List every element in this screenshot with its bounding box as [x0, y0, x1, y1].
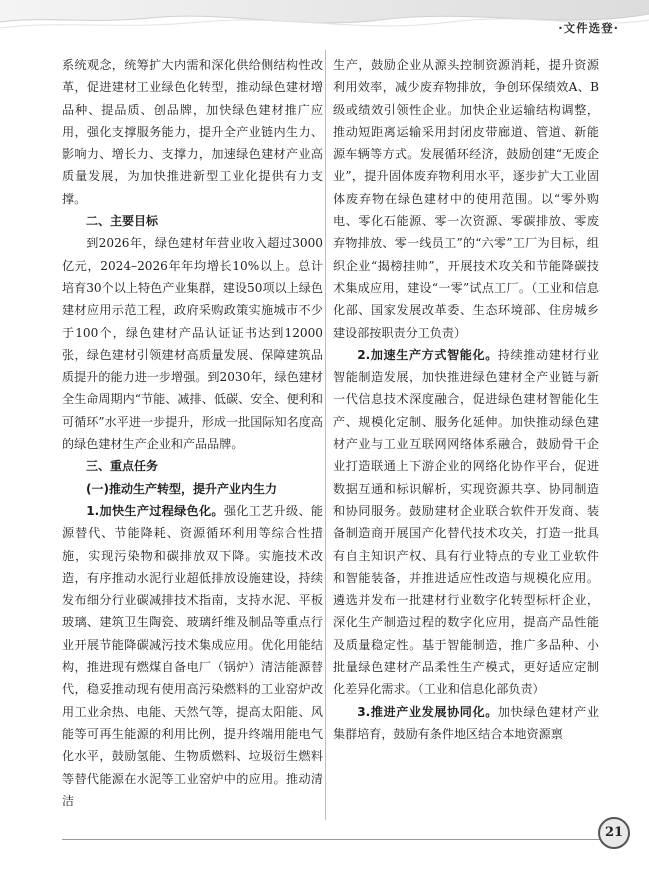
- section-label: ·文件选登·: [558, 21, 619, 35]
- task-item-1-text: 强化工艺升级、能源替代、节能降耗、资源循环利用等综合性措施，实现污染物和碳排放双下降。实施技术改造，有序推动水泥行业超低排放设施建设，持续发布细分行业碳减排技术指南，支持水泥、平板玻璃、建筑卫生陶瓷、玻璃纤维及制品等重点行业开展节能降碳减污技术集成应用。优化用能结构，推进现有燃煤自备电厂（锅炉）清洁能源替代，稳妥推动现有使用高污染燃料的工业窑炉改用工业余热、电能、天然气等，提高太阳能、风能等可再生能源的利用比例，提升终端用能电气化水平，鼓励氢能、生物质燃料、垃圾衍生燃料等替代能源在水泥等工业窑炉中的应用。推动清洁: [62, 503, 323, 808]
- task-item-2-lead: 2.加速生产方式智能化。: [357, 347, 498, 362]
- targets-paragraph: 到2026年，绿色建材年营业收入超过3000亿元，2024–2026年年均增长10%以上。总计培育30个以上特色产业集群，建设50项以上绿色建材应用示范工程，政府采购政策实施城市不少于100个，绿色建材产品认证证书达到12000张，绿色建材引领建材高质量发展、保障建筑品质提升的能力进一步增强。到2030年，绿色建材全生命周期内“节能、减排、低碳、安全、便利和可循环”水平进一步提升，形成一批国际知名度高的绿色建材生产企业和产品品牌。: [62, 236, 323, 452]
- task-item-1: [62, 500, 323, 812]
- left-column: [62, 54, 323, 812]
- page-number: 21: [598, 817, 630, 849]
- heading-main-targets: 二、主要目标: [86, 214, 159, 229]
- task-item-3-lead: 3.推进产业发展协同化。: [357, 704, 498, 719]
- heading-key-tasks: 三、重点任务: [86, 459, 159, 474]
- task-item-2: [333, 344, 599, 701]
- header-wave-graphic: [0, 0, 649, 44]
- continued-paragraph: 生产，鼓励企业从源头控制资源消耗，提升资源利用效率，减少废弃物排放，争创环保绩效A、B级或绩效引领性企业。加快企业运输结构调整，推动短距离运输采用封闭皮带廊道、管道、新能源车辆等方式。发展循环经济，鼓励创建“无废企业”，提升固体废弃物利用水平，逐步扩大工业固体废弃物在绿色建材中的使用范围。以“零外购电、零化石能源、零一次资源、零碳排放、零废弃物排放、零一线员工”的“六零”工厂为目标，组织企业“揭榜挂帅”，开展技术攻关和节能降碳技术集成应用，建设“一零”试点工厂。（工业和信息化部、国家发展改革委、生态环境部、住房城乡建设部按职责分工负责）: [333, 58, 599, 340]
- task-item-3-text: 加快绿色建材产业集群培育，鼓励有条件地区结合本地资源禀: [333, 704, 599, 741]
- intro-paragraph: 系统观念，统筹扩大内需和深化供给侧结构性改革，促进建材工业绿色化转型，推动绿色建材增品种、提品质、创品牌，加快绿色建材推广应用，强化支撑服务能力，提升全产业链内生力、影响力、增长力、支撑力，加速绿色建材产业高质量发展，为加快推进新型工业化提供有力支撑。: [62, 58, 323, 206]
- right-column: [333, 54, 599, 745]
- header-decoration: [0, 0, 649, 44]
- column-divider: [325, 50, 326, 820]
- task-item-3: [333, 701, 599, 746]
- task-item-2-text: 持续推动建材行业智能制造发展，加快推进绿色建材全产业链与新一代信息技术深度融合，促进绿色建材智能化生产、规模化定制、服务化延伸。加快推动绿色建材产业与工业互联网网络体系融合，鼓励骨干企业打造联通上下游企业的网络化协作平台，促进数据互通和标识解析，实现资源共享、协同制造和协同服务。鼓励建材企业联合软件开发商、装备制造商开展国产化替代技术攻关，打造一批具有自主知识产权、具有行业特点的专业工业软件和智能装备，并推进适应性改造与规模化应用。遴选并发布一批建材行业数字化转型标杆企业，深化生产制造过程的数字化应用，提高产品性能及质量稳定性。基于智能制造，推广多品种、小批量绿色建材产品柔性生产模式，更好适应定制化差异化需求。（工业和信息化部负责）: [333, 347, 599, 697]
- footer-rule: [62, 839, 602, 840]
- subheading-production-transformation: (一)推动生产转型，提升产业内生力: [86, 481, 277, 496]
- task-item-1-lead: 1.加快生产过程绿色化。: [86, 503, 224, 518]
